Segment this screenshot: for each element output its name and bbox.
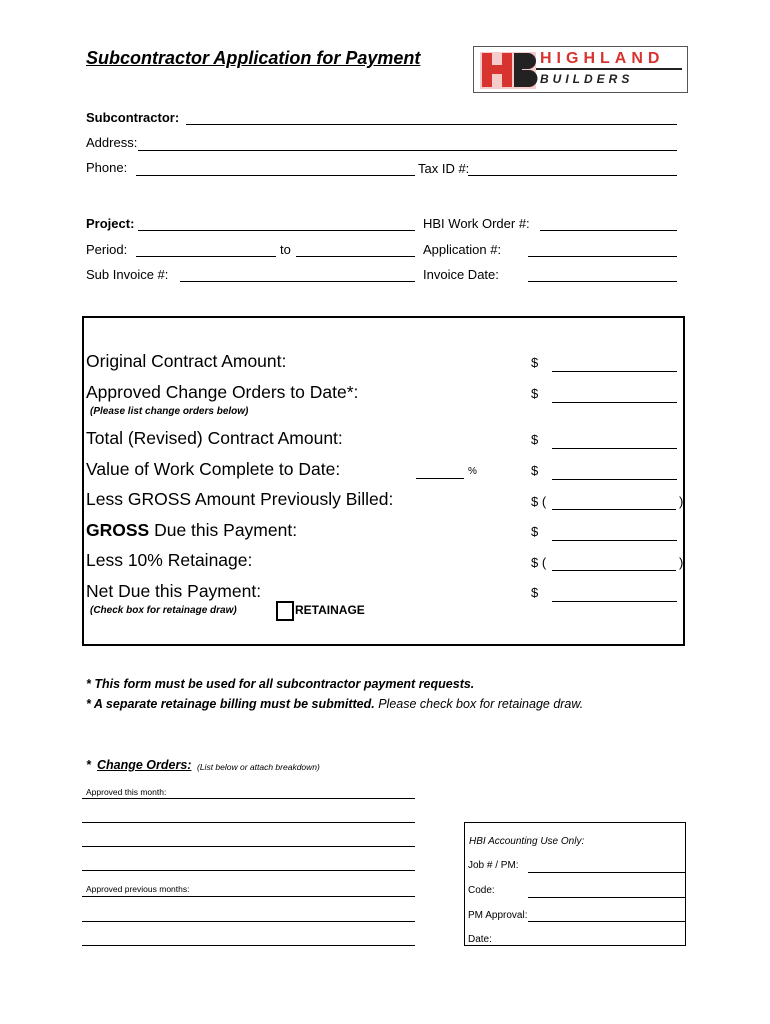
job-pm-field[interactable] (528, 872, 686, 873)
retainage-label: RETAINAGE (295, 603, 365, 617)
invoice-date-label: Invoice Date: (423, 267, 499, 282)
note-retainage-bold: * A separate retainage billing must be submitted. (86, 697, 375, 711)
gross-due-label (86, 520, 297, 541)
percent-sign: % (468, 466, 477, 477)
accounting-title: HBI Accounting Use Only: (469, 836, 585, 847)
logo-bottom-word: BUILDERS (540, 72, 634, 86)
less-retainage-dollar: $ ( (531, 555, 547, 570)
value-complete-dollar: $ (531, 463, 539, 478)
address-label: Address: (86, 135, 138, 150)
application-field[interactable] (528, 256, 677, 257)
application-label: Application #: (423, 242, 502, 257)
invoice-date-field[interactable] (528, 281, 677, 282)
work-order-label: HBI Work Order #: (423, 216, 530, 231)
approved-this-month-label: Approved this month: (86, 787, 167, 797)
work-order-field[interactable] (540, 230, 677, 231)
value-complete-field[interactable] (552, 479, 677, 480)
gross-due-rest: Due this Payment: (149, 520, 298, 540)
note-retainage (86, 697, 583, 711)
gross-due-bold: GROSS (86, 520, 150, 540)
page-title: Subcontractor Application for Payment (86, 48, 421, 68)
change-orders-note: (Please list change orders below) (90, 406, 249, 417)
value-complete-label: Value of Work Complete to Date: (86, 459, 341, 479)
less-gross-dollar: $ ( (531, 494, 547, 509)
phone-label: Phone: (86, 160, 128, 175)
note-form-required: * This form must be used for all subcontractor payment requests. (86, 677, 475, 691)
change-orders-to-date-label: Approved Change Orders to Date*: (86, 382, 359, 402)
less-retainage-label: Less 10% Retainage: (86, 550, 253, 570)
total-revised-dollar: $ (531, 432, 539, 447)
change-order-line[interactable] (82, 798, 415, 799)
code-field[interactable] (528, 897, 686, 898)
tax-id-label: Tax ID #: (418, 161, 470, 176)
change-order-line[interactable] (82, 822, 415, 823)
less-gross-previously-field[interactable] (552, 509, 676, 510)
change-order-line[interactable] (82, 846, 415, 847)
job-pm-label: Job # / PM: (468, 860, 519, 871)
total-revised-label: Total (Revised) Contract Amount: (86, 428, 343, 448)
pm-approval-label: PM Approval: (468, 910, 528, 921)
period-label: Period: (86, 242, 128, 257)
less-gross-close-paren: ) (679, 494, 684, 509)
period-start-field[interactable] (136, 256, 276, 257)
change-order-line[interactable] (82, 945, 415, 946)
original-contract-label: Original Contract Amount: (86, 351, 287, 371)
change-orders-heading: Change Orders: (97, 758, 192, 772)
highland-builders-logo (473, 46, 688, 93)
change-orders-asterisk: * (86, 758, 91, 772)
change-order-line[interactable] (82, 870, 415, 871)
phone-field[interactable] (136, 175, 415, 176)
percent-complete-field[interactable] (416, 478, 464, 479)
change-order-line[interactable] (82, 921, 415, 922)
original-contract-dollar: $ (531, 355, 539, 370)
approved-previous-label: Approved previous months: (86, 884, 190, 894)
project-field[interactable] (138, 230, 415, 231)
note-retainage-rest: Please check box for retainage draw. (378, 697, 584, 711)
code-label: Code: (468, 885, 495, 896)
pm-approval-field[interactable] (528, 921, 686, 922)
tax-id-field[interactable] (468, 175, 677, 176)
change-orders-subheading: (List below or attach breakdown) (197, 762, 320, 772)
less-gross-previously-label: Less GROSS Amount Previously Billed: (86, 489, 394, 509)
less-retainage-field[interactable] (552, 570, 676, 571)
original-contract-field[interactable] (552, 371, 677, 372)
project-label: Project: (86, 216, 135, 231)
change-order-line[interactable] (82, 896, 415, 897)
subcontractor-field[interactable] (186, 124, 677, 125)
date-label: Date: (468, 934, 492, 945)
check-box-note: (Check box for retainage draw) (90, 605, 237, 616)
net-due-field[interactable] (552, 601, 677, 602)
total-revised-field[interactable] (552, 448, 677, 449)
net-due-label: Net Due this Payment: (86, 581, 262, 601)
net-due-dollar: $ (531, 585, 539, 600)
retainage-checkbox[interactable] (276, 601, 294, 621)
period-end-field[interactable] (296, 256, 415, 257)
sub-invoice-label: Sub Invoice #: (86, 267, 169, 282)
change-orders-dollar: $ (531, 386, 539, 401)
less-retainage-close-paren: ) (679, 555, 684, 570)
period-to-label: to (280, 242, 291, 257)
subcontractor-label: Subcontractor: (86, 110, 180, 125)
logo-top-word: HIGHLAND (540, 50, 665, 67)
sub-invoice-field[interactable] (180, 281, 415, 282)
change-orders-to-date-field[interactable] (552, 402, 677, 403)
gross-due-dollar: $ (531, 524, 539, 539)
gross-due-field[interactable] (552, 540, 677, 541)
address-field[interactable] (138, 150, 677, 151)
